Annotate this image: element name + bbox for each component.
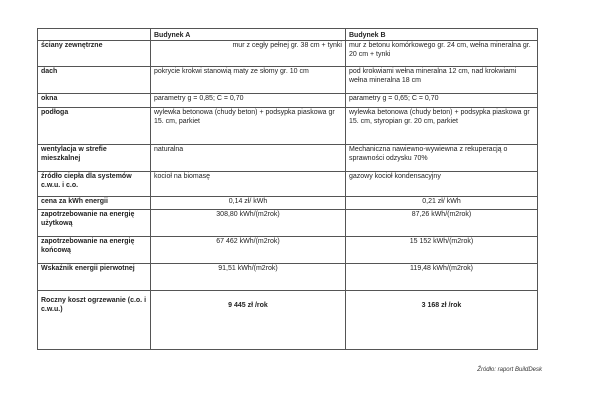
row-label: Wskaźnik energii pierwotnej bbox=[38, 264, 151, 291]
cell-building-b: mur z betonu komórkowego gr. 24 cm, wełna mineralna gr. 20 cm + tynki bbox=[346, 41, 538, 67]
row-label: okna bbox=[38, 94, 151, 108]
cell-building-b: gazowy kocioł kondensacyjny bbox=[346, 172, 538, 197]
table-row bbox=[38, 237, 538, 264]
row-label: źródło ciepła dla systemów c.w.u. i c.o. bbox=[38, 172, 151, 197]
cell-building-b: pod krokwiami wełna mineralna 12 cm, nad krokwiami wełna mineralna 18 cm bbox=[346, 67, 538, 94]
header-building-a: Budynek A bbox=[151, 29, 346, 41]
table-row bbox=[38, 264, 538, 291]
comparison-table bbox=[37, 28, 538, 350]
row-label: podłoga bbox=[38, 108, 151, 145]
cell-building-b: 0,21 zł/ kWh bbox=[346, 197, 538, 210]
table-row bbox=[38, 94, 538, 108]
row-label: dach bbox=[38, 67, 151, 94]
table-row bbox=[38, 145, 538, 172]
cell-building-a: 91,51 kWh/(m2rok) bbox=[151, 264, 346, 291]
cell-building-b: 3 168 zł /rok bbox=[346, 291, 538, 350]
cell-building-a: 9 445 zł /rok bbox=[151, 291, 346, 350]
header-building-b: Budynek B bbox=[346, 29, 538, 41]
table-row bbox=[38, 172, 538, 197]
table-row bbox=[38, 291, 538, 350]
cell-building-b: 87,26 kWh/(m2rok) bbox=[346, 210, 538, 237]
table-row bbox=[38, 210, 538, 237]
row-label: zapotrzebowanie na energię użytkową bbox=[38, 210, 151, 237]
row-label: ściany zewnętrzne bbox=[38, 41, 151, 67]
cell-building-a: 308,80 kWh/(m2rok) bbox=[151, 210, 346, 237]
cell-building-a: naturalna bbox=[151, 145, 346, 172]
cell-building-a: parametry g = 0,85; C = 0,70 bbox=[151, 94, 346, 108]
cell-building-a: pokrycie krokwi stanowią maty ze słomy gr. 10 cm bbox=[151, 67, 346, 94]
cell-building-a: 0,14 zł/ kWh bbox=[151, 197, 346, 210]
cell-building-a: mur z cegły pełnej gr. 38 cm + tynki bbox=[151, 41, 346, 67]
row-label: cena za kWh energii bbox=[38, 197, 151, 210]
row-label: zapotrzebowanie na energię końcową bbox=[38, 237, 151, 264]
header-empty-cell bbox=[38, 29, 151, 41]
source-note: Źródło: raport BuildDesk bbox=[477, 367, 542, 373]
row-label: wentylacja w strefie mieszkalnej bbox=[38, 145, 151, 172]
cell-building-b: 119,48 kWh/(m2rok) bbox=[346, 264, 538, 291]
table-row bbox=[38, 108, 538, 145]
table-header-row bbox=[38, 29, 538, 41]
cell-building-b: wylewka betonowa (chudy beton) + podsypka piaskowa gr 15. cm, styropian gr. 20 cm, parkiet bbox=[346, 108, 538, 145]
table-row bbox=[38, 67, 538, 94]
cell-building-a: kocioł na biomasę bbox=[151, 172, 346, 197]
table-row bbox=[38, 41, 538, 67]
cell-building-b: Mechaniczna nawiewno-wywiewna z rekuperacją o sprawności odzysku 70% bbox=[346, 145, 538, 172]
cell-building-b: 15 152 kWh/(m2rok) bbox=[346, 237, 538, 264]
cell-building-b: parametry g = 0,65; C = 0,70 bbox=[346, 94, 538, 108]
cell-building-a: 67 462 kWh/(m2rok) bbox=[151, 237, 346, 264]
table-row bbox=[38, 197, 538, 210]
row-label: Roczny koszt ogrzewanie (c.o. i c.w.u.) bbox=[38, 291, 151, 350]
cell-building-a: wylewka betonowa (chudy beton) + podsypka piaskowa gr 15. cm, parkiet bbox=[151, 108, 346, 145]
